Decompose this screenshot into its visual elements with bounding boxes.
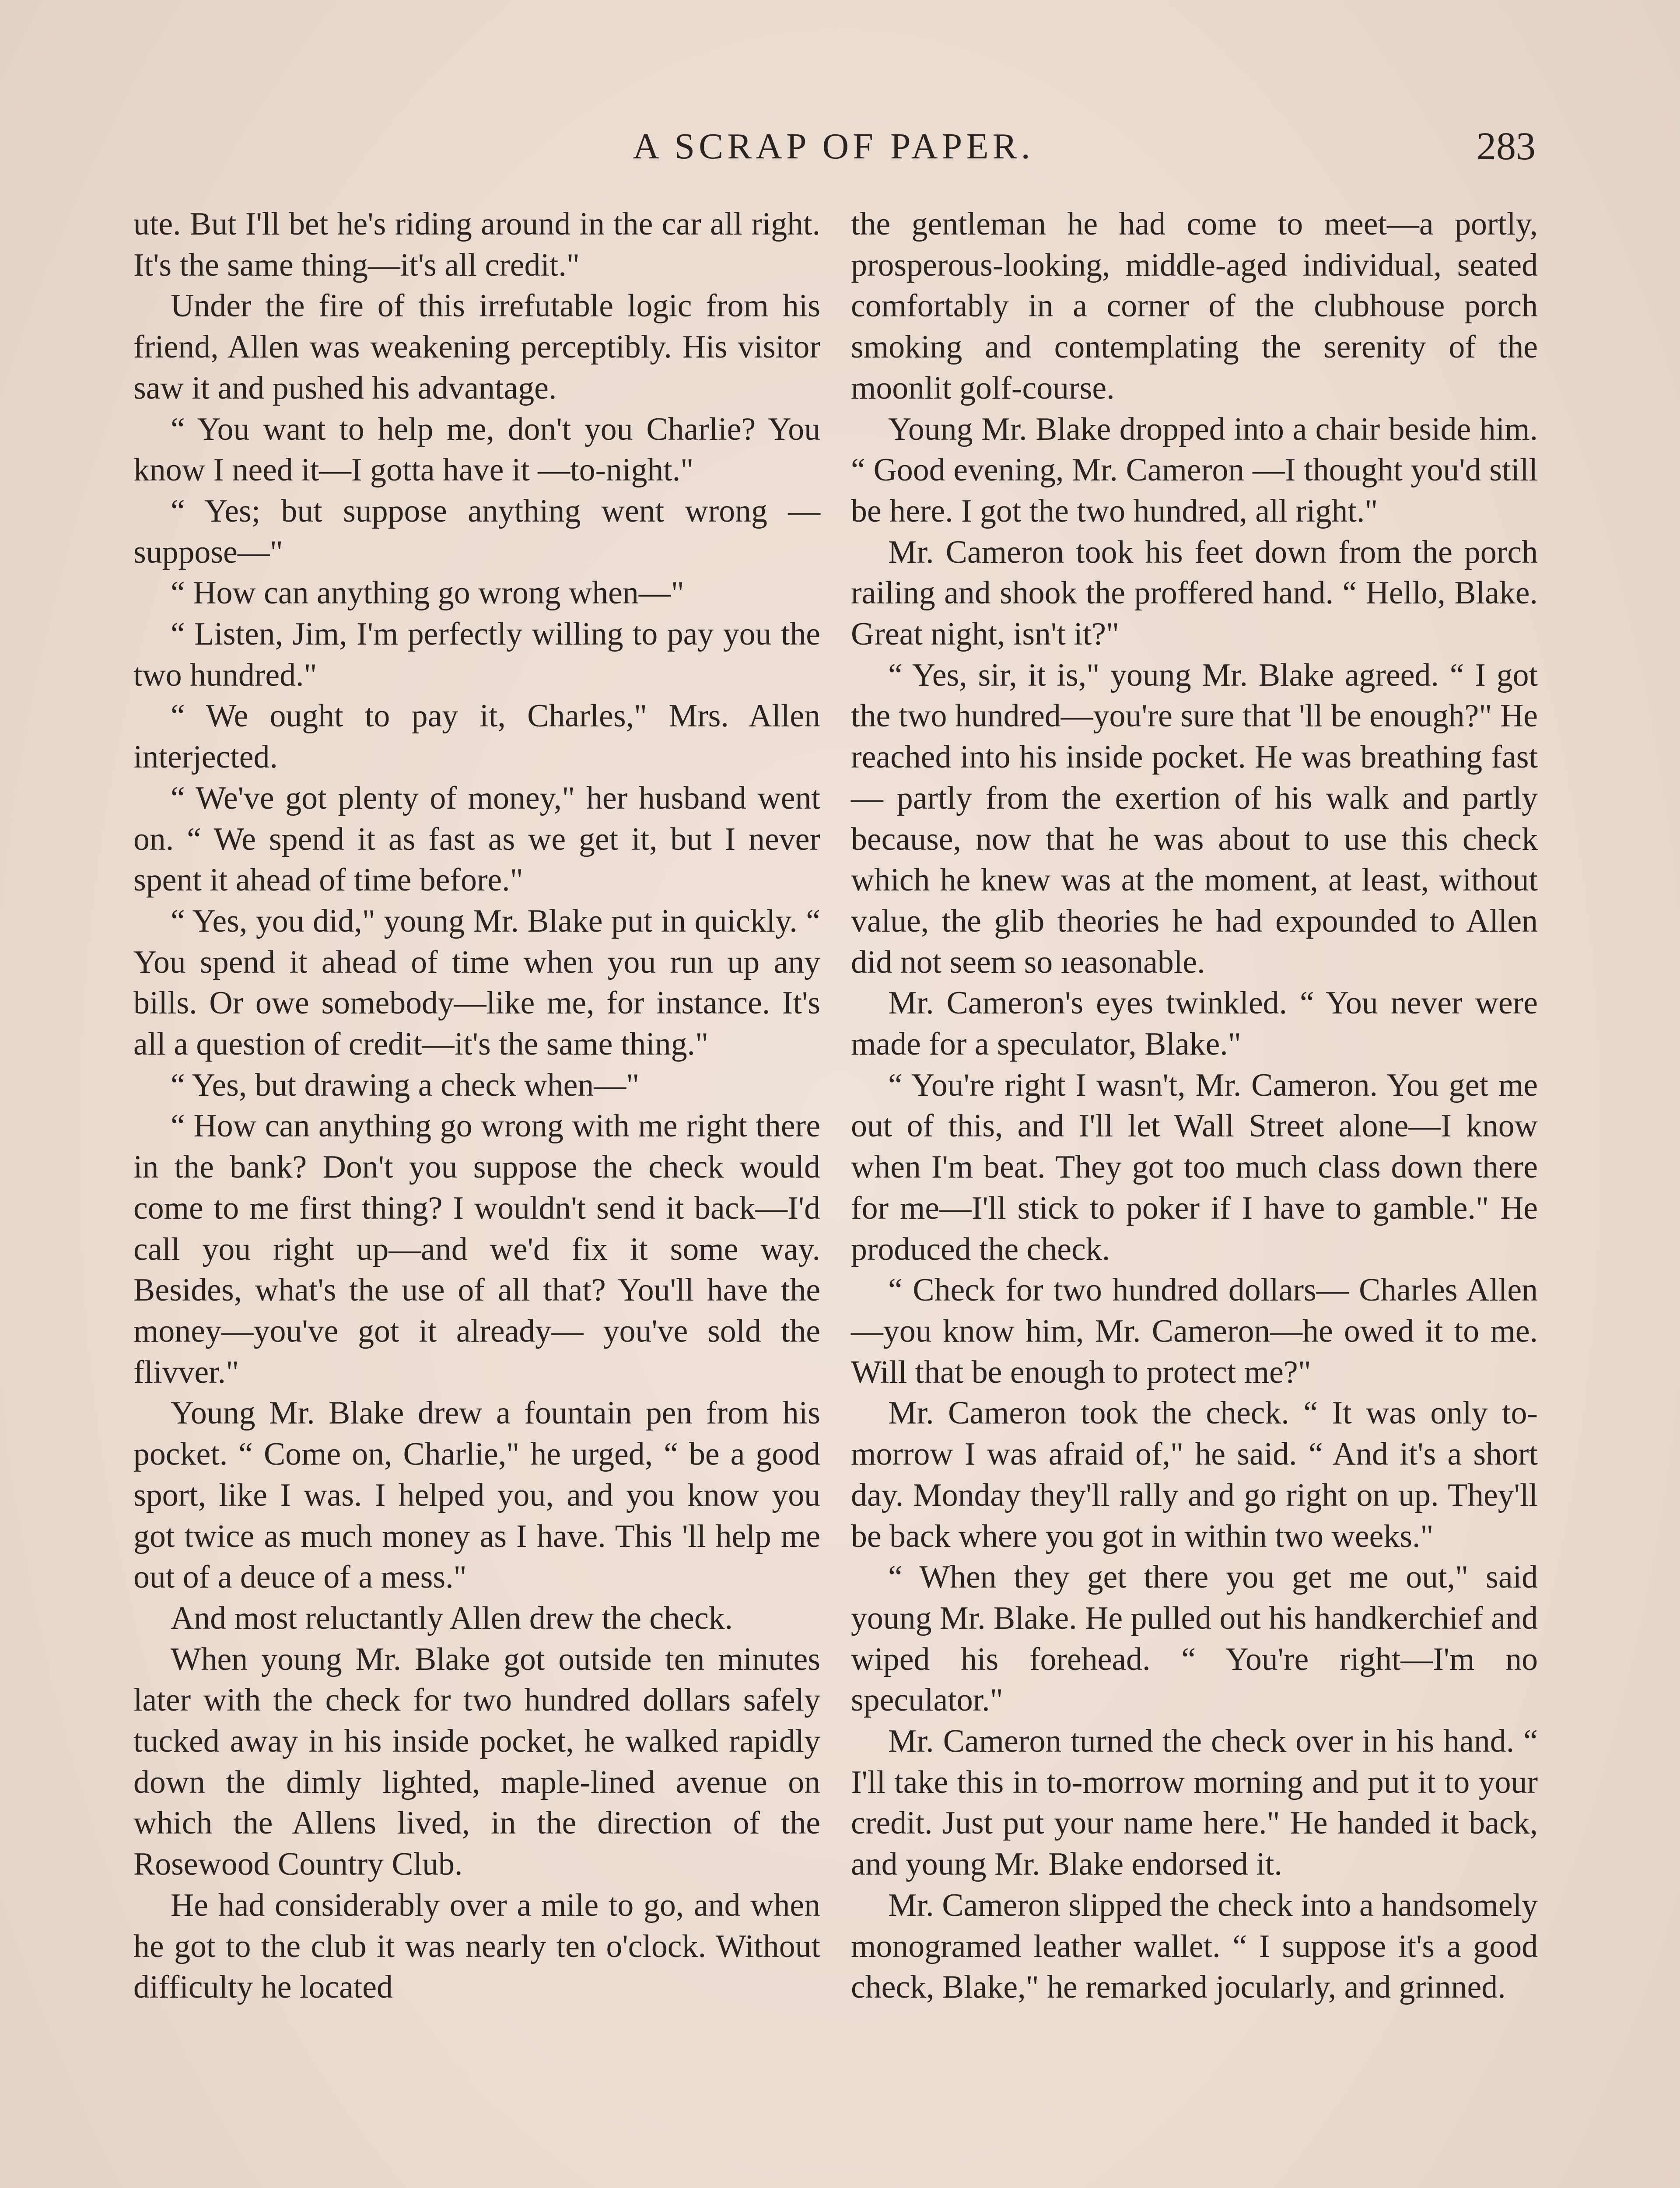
paragraph: “ Check for two hundred dollars— Charles Allen—you know him, Mr. Cameron—he owed it to me. Will that be enough to protect me?"	[851, 1272, 1538, 1390]
paragraph: ute. But I'll bet he's riding around in the car all right. It's the same thing—it's all credit."	[133, 206, 820, 283]
paragraph: Mr. Cameron took the check. “ It was only to-morrow I was afraid of," he said. “ And it's a short day. Monday they'll rally and go right on up. They'll be back where you got in within two weeks."	[851, 1395, 1538, 1554]
paragraph: Young Mr. Blake drew a fountain pen from his pocket. “ Come on, Charlie," he urged, “ be a good sport, like I was. I helped you, and you know you got twice as much money as I have. This 'll help me out of a deuce of a mess."	[133, 1395, 820, 1595]
paragraph: “ How can anything go wrong when—"	[171, 575, 684, 611]
paragraph: Young Mr. Blake dropped into a chair beside him. “ Good evening, Mr. Cameron —I thought you'd still be here. I got the two hundred, all right."	[851, 410, 1538, 529]
paragraph: Mr. Cameron's eyes twinkled. “ You never were made for a speculator, Blake."	[851, 985, 1538, 1062]
paragraph: When young Mr. Blake got outside ten minutes later with the check for two hundred dollars safely tucked away in his inside pocket, he walked rapidly down the dimly lighted, maple-lined avenue on which the Allens lived, in the direction of the Rosewood Country Club.	[133, 1641, 820, 1882]
running-title: A SCRAP OF PAPER.	[633, 126, 1034, 167]
paragraph: And most reluctantly Allen drew the check.	[171, 1599, 733, 1636]
page-number: 283	[1477, 125, 1536, 168]
paragraph: Mr. Cameron took his feet down from the porch railing and shook the proffered hand. “ Hello, Blake. Great night, isn't it?"	[851, 533, 1538, 652]
running-head	[131, 125, 1536, 177]
left-column	[133, 203, 820, 2008]
paragraph: “ We've got plenty of money," her husband went on. “ We spend it as fast as we get it, but I never spent it ahead of time before."	[133, 779, 820, 898]
paragraph: the gentleman he had come to meet—a portly, prosperous-looking, middle-aged individual, seated comfortably in a corner of the clubhouse porch smoking and contemplating the serenity of the moonlit golf-course.	[851, 206, 1538, 406]
paragraph: “ Yes, you did," young Mr. Blake put in quickly. “ You spend it ahead of time when you run up any bills. Or owe somebody—like me, for instance. It's all a question of credit—it's the same thing."	[133, 902, 820, 1062]
paragraph: “ You want to help me, don't you Charlie? You know I need it—I gotta have it —to-night."	[133, 410, 820, 488]
paragraph: “ Yes; but suppose anything went wrong —suppose—"	[133, 492, 820, 570]
paragraph: “ When they get there you get me out," said young Mr. Blake. He pulled out his handkerchief and wiped his forehead. “ You're right—I'm no speculator."	[851, 1559, 1538, 1718]
paragraph: “ Yes, sir, it is," young Mr. Blake agreed. “ I got the two hundred—you're sure that 'll be enough?" He reached into his inside pocket. He was breathing fast— partly from the exertion of his walk and partly because, now that he was about to use this check which he knew was at the moment, at least, without value, the glib theories he had expounded to Allen did not seem so ıeasonable.	[851, 656, 1538, 980]
paragraph: He had considerably over a mile to go, and when he got to the club it was nearly ten o'clock. Without difficulty he located	[133, 1886, 820, 2005]
paragraph: “ We ought to pay it, Charles," Mrs. Allen interjected.	[133, 698, 820, 775]
paragraph: Mr. Cameron slipped the check into a handsomely monogramed leather wallet. “ I suppose it's a good check, Blake," he remarked jocularly, and grinned.	[851, 1886, 1538, 2005]
right-column	[851, 203, 1538, 2008]
paragraph: “ You're right I wasn't, Mr. Cameron. You get me out of this, and I'll let Wall Street alone—I know when I'm beat. They got too much class down there for me—I'll stick to poker if I have to gamble." He produced the check.	[851, 1066, 1538, 1267]
paragraph: “ Listen, Jim, I'm perfectly willing to pay you the two hundred."	[133, 616, 820, 693]
paragraph: “ Yes, but drawing a check when—"	[171, 1066, 640, 1103]
paragraph: “ How can anything go wrong with me right there in the bank? Don't you suppose the check would come to me first thing? I wouldn't send it back—I'd call you right up—and we'd fix it some way. Besides, what's the use of all that? You'll have the money—you've got it already— you've sold the flivver."	[133, 1108, 820, 1390]
paragraph: Mr. Cameron turned the check over in his hand. “ I'll take this in to-morrow morning and put it to your credit. Just put your name here." He handed it back, and young Mr. Blake endorsed it.	[851, 1723, 1538, 1882]
paragraph: Under the fire of this irrefutable logic from his friend, Allen was weakening perceptibly. His visitor saw it and pushed his advantage.	[133, 288, 820, 406]
